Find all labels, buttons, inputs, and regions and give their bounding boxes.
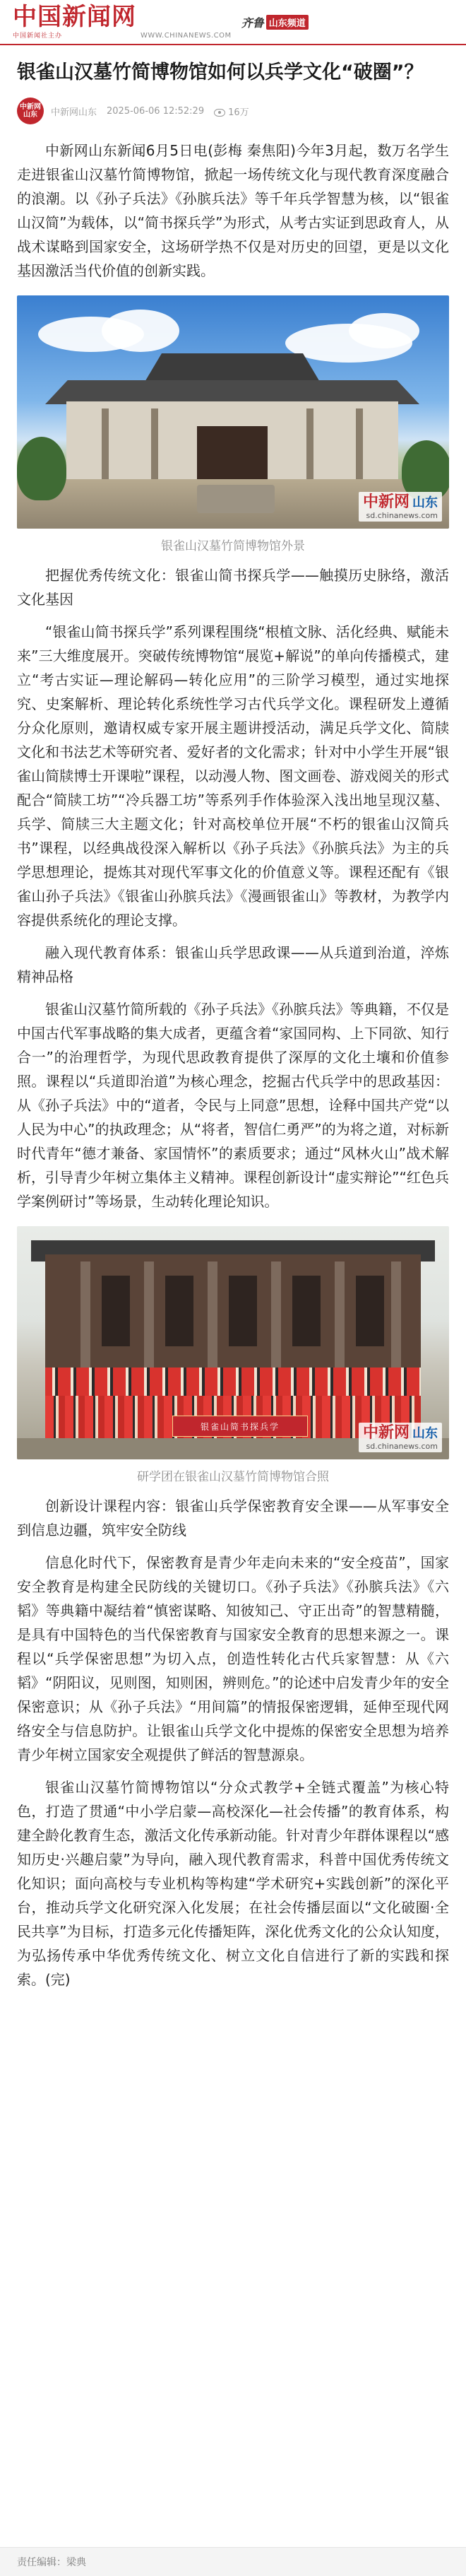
watermark-url: sd.chinanews.com (366, 1442, 438, 1451)
hall-window (292, 1276, 321, 1346)
hall-window (229, 1276, 257, 1346)
article-footer (0, 2547, 466, 2576)
group-photo[interactable] (17, 1226, 449, 1459)
tree (17, 437, 66, 500)
figure-caption: 银雀山汉墓竹简博物馆外景 (161, 539, 305, 553)
museum-column (102, 408, 109, 479)
hall-pillar (391, 1261, 401, 1375)
group-banner: 银雀山简书探兵学 (172, 1416, 308, 1437)
plaza-stone (197, 485, 275, 513)
museum-column (151, 408, 158, 479)
site-header (0, 0, 466, 45)
hall-window (165, 1276, 193, 1346)
museum-roof (45, 380, 419, 404)
watermark-url: sd.chinanews.com (366, 511, 438, 520)
view-count-value: 16万 (228, 107, 249, 118)
avatar[interactable]: 中新网山东 (17, 98, 44, 124)
section-heading-1: 把握优秀传统文化：银雀山简书探兵学——触摸历史脉络，激活文化基因 (17, 567, 449, 608)
article-timestamp: 2025-06-06 12:52:29 (107, 105, 205, 117)
watermark-logo: 中新网 (362, 1423, 410, 1442)
channel-name: 齐鲁 (241, 16, 264, 30)
channel-badge: 山东频道 (266, 15, 309, 30)
hall-pillar (208, 1261, 217, 1375)
watermark-logo: 中新网 (362, 493, 410, 511)
paragraph-course-design: “银雀山简书探兵学”系列课程围绕“根植文脉、活化经典、赋能未来”三大维度展开。突破传统博物馆“展览+解说”的单向传播模式，建立“考古实证—理论解码—转化应用”的三阶学习模型，通过实地探究、史案解析、理论转化系统性学习古代兵学文化。课程研发上遵循分众化原则，邀请权威专家开展主题讲授活动，满足兵学文化、简牍文化和书法艺术等研究者、爱好者的文化需求；针对中小学生开展“银雀山简牍博士开课啦”课程，以动漫人物、图文画卷、游戏阅关的形式配合“简牍工坊”“冷兵器工坊”等系列手作体验深入浅出地呈现汉墓、兵学、简牍三大主题文化；针对高校单位开展“不朽的银雀山汉简兵书”课程，以经典战役深入解析以《孙子兵法》《孙膑兵法》为主的兵学思想理论，提炼其对现代军事文化的价值意义等。课程还配有《银雀山孙子兵法》《银雀山孙膑兵法》《漫画银雀山》等教材，为教学内容提供系统化的理论支撑。 (17, 623, 449, 929)
article-title: 银雀山汉墓竹简博物馆如何以兵学文化“破圈”？ (17, 61, 424, 83)
museum-column (306, 408, 313, 479)
eye-icon (214, 109, 225, 117)
figure-group-photo (17, 1226, 449, 1484)
museum-column (356, 408, 363, 479)
article-body (0, 58, 466, 1992)
museum-door (197, 426, 268, 479)
hall-window (356, 1276, 384, 1346)
article-source[interactable]: 中新网山东 (51, 107, 97, 118)
watermark-region: 山东 (412, 495, 438, 510)
paragraph-intro: 中新网山东新闻6月5日电(彭梅 秦焦阳)今年3月起，数万名学生走进银雀山汉墓竹简博物馆，掀起一场传统文化与现代教育深度融合的浪潮。以《孙子兵法》《孙膑兵法》等千年兵学智慧为核，以“银雀山汉简”为载体，以“简书探兵学”为形式，从考古实证到思政育人，从战术谋略到国家安全，这场研学热不仅是对历史的回望，更是以文化基因激活当代价值的创新实践。 (17, 142, 449, 279)
channel-link[interactable] (241, 14, 309, 30)
paragraph-summary: 银雀山汉墓竹简博物馆以“分众式教学+全链式覆盖”为核心特色，打造了贯通“中小学启蒙—高校深化—社会传播”的教育体系，构建全龄化教育生态，激活文化传承新动能。针对青少年群体课程以“感知历史·兴趣启蒙”为导向，融入现代教育需求，科普中国优秀传统文化知识；面向高校与专业机构等构建“学术研究+实践创新”的深化平台，推动兵学文化研究深入化发展；在社会传播层面以“文化破圈·全民共享”为目标，打造多元化传播矩阵，深化优秀文化的公众认知度，为弘扬传承中华优秀传统文化、树立文化自信进行了新的实践和探索。(完) (17, 1779, 449, 1988)
paragraph-ideology: 银雀山汉墓竹简所载的《孙子兵法》《孙膑兵法》等典籍，不仅是中国古代军事战略的集大成者，更蕴含着“家国同构、上下同欲、知行合一”的治理哲学，为现代思政教育提供了深厚的文化土壤和价值参照。课程以“兵道即治道”为核心理念，挖掘古代兵学中的思政基因：从《孙子兵法》中的“道者，令民与上同意”思想，诠释中国共产党“以人民为中心”的执政理念；从“将者，智信仁勇严”的为将之道，对标新时代青年“德才兼备、家国情怀”的素质要求；通过“风林火山”战术解析，引导青少年树立集体主义精神。课程创新设计“虚实辩论”“红色兵学案例研讨”等场景，生动转化理论知识。 (17, 1001, 449, 1210)
section-heading-2: 融入现代教育体系：银雀山兵学思政课——从兵道到治道，淬炼精神品格 (17, 944, 449, 985)
hall-pillar (80, 1261, 90, 1375)
hall-pillar (144, 1261, 154, 1375)
article-meta (17, 98, 449, 124)
hall-window (102, 1276, 130, 1346)
cloud (349, 313, 419, 348)
photo-watermark (359, 1423, 442, 1452)
figure-caption: 研学团在银雀山汉墓竹简博物馆合照 (137, 1470, 329, 1484)
site-logo[interactable] (13, 2, 136, 40)
logo-subtitle: 中国新闻社主办 (13, 32, 63, 40)
logo-url: WWW.CHINANEWS.COM (141, 32, 232, 40)
view-count (214, 105, 249, 118)
section-heading-3: 创新设计课程内容：银雀山兵学保密教育安全课——从军事安全到信息边疆，筑牢安全防线 (17, 1498, 449, 1539)
museum-upper-roof (144, 353, 321, 383)
watermark-region: 山东 (412, 1426, 438, 1441)
figure-museum-exterior (17, 295, 449, 553)
editor-credit: 责任编辑：梁典 (17, 2557, 86, 2568)
photo-watermark (359, 492, 442, 522)
hall-pillar (335, 1261, 345, 1375)
hall-pillar (271, 1261, 281, 1375)
cloud (102, 310, 179, 352)
logo-text: 中国新闻网 (13, 2, 136, 31)
paragraph-security: 信息化时代下，保密教育是青少年走向未来的“安全疫苗”，国家安全教育是构建全民防线的关键切口。《孙子兵法》《孙膑兵法》《六韬》等典籍中凝结着“慎密谋略、知彼知己、守正出奇”的智慧精髓，是具有中国特色的当代保密教育与国家安全教育的思想来源之一。课程以“兵学保密思想”为切入点，创造性转化古代兵家智慧：从《六韬》“阴阳议，见则图，知则困，辨则危。”的论述中启发青少年的安全保密意识；从《孙子兵法》“用间篇”的情报保密逻辑，延伸至现代网络安全与信息防护。让银雀山兵学文化中提炼的保密安全思想为培养青少年树立国家安全观提供了鲜活的智慧源泉。 (17, 1554, 449, 1763)
museum-exterior-photo[interactable] (17, 295, 449, 529)
